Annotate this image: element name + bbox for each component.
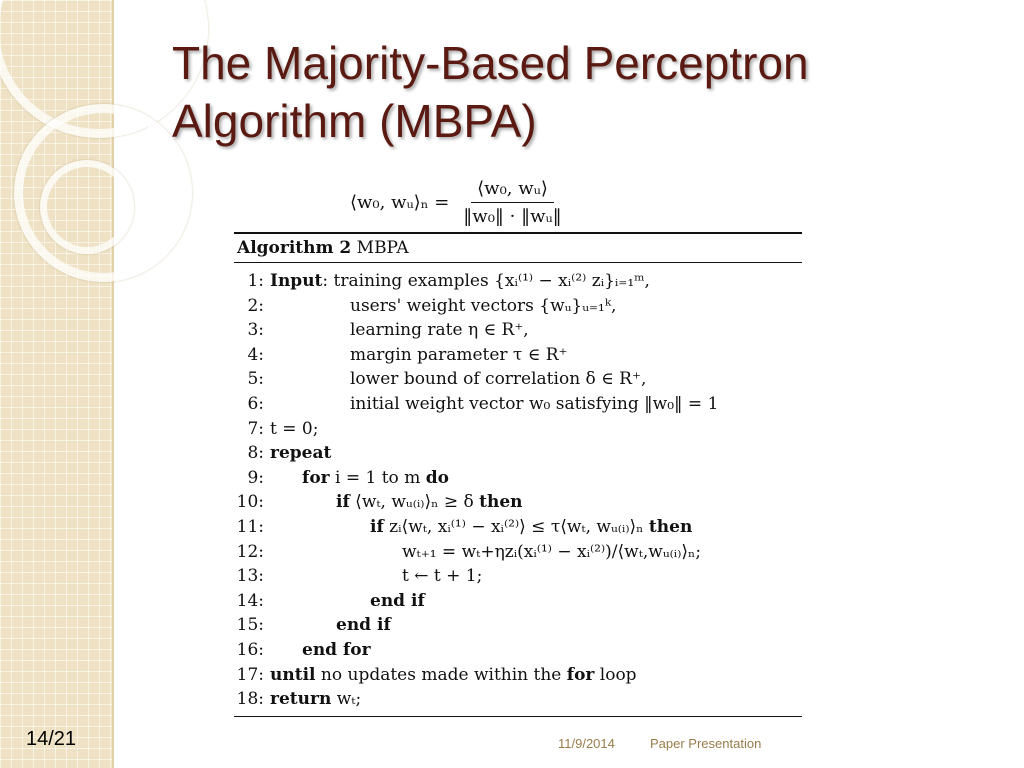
line-number: 18:	[236, 689, 264, 710]
line-number: 13:	[236, 566, 264, 587]
formula-lhs: ⟨w₀, wᵤ⟩ₙ =	[350, 191, 450, 213]
line-text: ⟨wₜ, wᵤ₍ᵢ₎⟩ₙ ≥ δ	[349, 492, 480, 513]
line-content	[370, 589, 425, 614]
line-number: 17:	[236, 664, 264, 685]
keyword: for	[302, 467, 330, 488]
line-number: 8:	[247, 443, 264, 464]
line-text: i = 1 to m	[329, 467, 426, 488]
line-number: 7:	[247, 418, 264, 439]
line-text: wₜ₊₁ = wₜ+ηzᵢ(xᵢ⁽¹⁾ − xᵢ⁽²⁾)/⟨wₜ,wᵤ₍ᵢ₎⟩ₙ;	[402, 541, 702, 562]
line-text: initial weight vector w₀ satisfying ‖w₀‖ = 1	[350, 393, 719, 414]
line-content	[370, 515, 692, 540]
line-text: t ← t + 1;	[402, 566, 483, 587]
algorithm-line	[234, 638, 802, 663]
algorithm-header	[234, 234, 802, 263]
line-number: 14:	[236, 590, 264, 611]
line-content	[350, 318, 529, 343]
line-content	[302, 638, 371, 663]
line-text: learning rate η ∈ R⁺,	[350, 320, 529, 341]
line-content	[402, 564, 482, 589]
line-content	[270, 441, 331, 466]
algorithm-line	[234, 441, 802, 466]
algorithm-line	[234, 663, 802, 688]
algorithm-box	[234, 232, 802, 717]
line-number: 10:	[236, 492, 264, 513]
line-number: 5:	[247, 369, 264, 390]
algorithm-line	[234, 466, 802, 491]
decorative-circle	[40, 160, 134, 254]
algorithm-line	[234, 318, 802, 343]
algorithm-line	[234, 417, 802, 442]
page-number: 14/21	[26, 728, 77, 750]
line-number: 16:	[236, 639, 264, 660]
algorithm-line	[234, 367, 802, 392]
algorithm-line	[234, 343, 802, 368]
algorithm-line	[234, 687, 802, 712]
line-text: : training examples {xᵢ⁽¹⁾ − xᵢ⁽²⁾ zᵢ}ᵢ₌₁ᵐ,	[322, 271, 650, 291]
algorithm-line	[234, 294, 802, 319]
keyword: then	[479, 492, 523, 513]
line-content	[270, 269, 650, 294]
line-content	[270, 687, 361, 712]
keyword: if	[370, 516, 384, 537]
line-content	[336, 490, 523, 515]
keyword: until	[270, 664, 316, 685]
formula-fraction	[457, 178, 567, 227]
keyword: return	[270, 689, 332, 710]
line-content	[302, 466, 449, 491]
algorithm-line	[234, 564, 802, 589]
line-text: margin parameter τ ∈ R⁺	[350, 344, 568, 365]
line-text: wₜ;	[331, 689, 362, 710]
footer-title: Paper Presentation	[650, 736, 762, 751]
formula-numerator: ⟨w₀, wᵤ⟩	[471, 178, 554, 203]
line-text: no updates made within the	[315, 664, 567, 685]
line-number: 12:	[236, 541, 264, 562]
keyword: repeat	[270, 443, 332, 464]
decorative-side-strip	[0, 0, 114, 768]
keyword: do	[425, 467, 449, 488]
algorithm-line	[234, 589, 802, 614]
line-number: 6:	[247, 393, 264, 414]
line-number: 9:	[247, 467, 264, 488]
algorithm-name: MBPA	[356, 238, 409, 258]
algorithm-line	[234, 515, 802, 540]
line-content	[350, 392, 718, 417]
keyword: for	[566, 664, 595, 685]
algorithm-line	[234, 392, 802, 417]
line-content	[270, 663, 637, 688]
algorithm-lines	[234, 263, 802, 716]
line-number: 2:	[247, 295, 264, 316]
algorithm-line	[234, 540, 802, 565]
line-text: t = 0;	[270, 418, 319, 439]
line-text: lower bound of correlation δ ∈ R⁺,	[350, 369, 647, 390]
line-content	[350, 294, 616, 319]
keyword: end for	[302, 639, 371, 660]
correlation-formula	[350, 174, 568, 230]
line-content	[270, 417, 318, 442]
line-text: zᵢ⟨wₜ, xᵢ⁽¹⁾ − xᵢ⁽²⁾⟩ ≤ τ⟨wₜ, wᵤ₍ᵢ₎⟩ₙ	[383, 516, 649, 537]
line-number: 4:	[247, 344, 264, 365]
algorithm-line	[234, 613, 802, 638]
line-content	[336, 613, 391, 638]
line-number: 11:	[236, 516, 264, 537]
keyword: Input	[270, 271, 323, 291]
slide-title	[172, 34, 992, 150]
formula-denominator: ‖w₀‖ · ‖wᵤ‖	[463, 205, 562, 227]
footer-date: 11/9/2014	[558, 736, 615, 751]
line-text: users' weight vectors {wᵤ}ᵤ₌₁ᵏ,	[350, 295, 617, 316]
keyword: then	[648, 516, 693, 537]
line-content	[402, 540, 701, 565]
line-content	[350, 343, 568, 368]
line-number: 15:	[236, 615, 264, 636]
algorithm-line	[234, 269, 802, 294]
keyword: if	[336, 492, 350, 513]
slide-title-line-1: The Majority-Based Perceptron	[172, 37, 809, 89]
algorithm-line	[234, 490, 802, 515]
line-content	[350, 367, 646, 392]
line-text: loop	[594, 664, 637, 685]
algorithm-label: Algorithm 2	[237, 238, 352, 258]
keyword: end if	[370, 590, 425, 611]
slide-title-line-2: Algorithm (MBPA)	[172, 95, 537, 147]
line-number: 3:	[247, 320, 264, 341]
line-number: 1:	[247, 271, 264, 291]
keyword: end if	[336, 615, 391, 636]
